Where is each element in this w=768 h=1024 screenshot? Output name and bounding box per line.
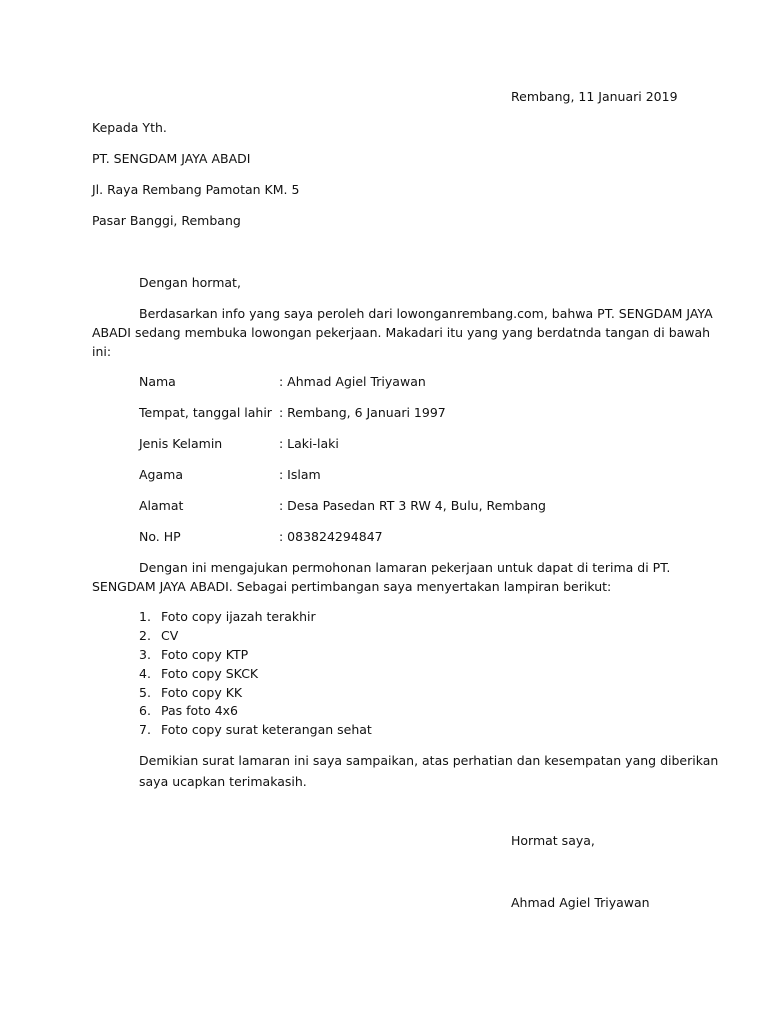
attachment-text: Foto copy KTP xyxy=(161,647,249,662)
detail-value-phone: : 083824294847 xyxy=(279,529,383,544)
attachment-item xyxy=(139,626,178,645)
detail-value-birth: : Rembang, 6 Januari 1997 xyxy=(279,405,446,420)
request-line-2: SENGDAM JAYA ABADI. Sebagai pertimbangan saya menyertakan lampiran berikut: xyxy=(92,579,612,594)
attachment-text: Foto copy surat keterangan sehat xyxy=(161,722,372,737)
intro-line-1: Berdasarkan info yang saya peroleh dari lowonganrembang.com, bahwa PT. SENGDAM JAYA xyxy=(139,306,713,321)
intro-line-3: ini: xyxy=(92,344,112,359)
detail-label-phone: No. HP xyxy=(139,529,181,544)
letter-date: Rembang, 11 Januari 2019 xyxy=(511,89,678,104)
detail-value-address: : Desa Pasedan RT 3 RW 4, Bulu, Rembang xyxy=(279,498,546,513)
closing-line-1: Demikian surat lamaran ini saya sampaikan, atas perhatian dan kesempatan yang diberikan xyxy=(139,753,719,768)
attachment-item xyxy=(139,664,258,683)
attachment-number: 4. xyxy=(139,666,151,681)
attachment-text: Pas foto 4x6 xyxy=(161,703,238,718)
detail-label-gender: Jenis Kelamin xyxy=(139,436,223,451)
attachment-number: 1. xyxy=(139,609,151,624)
recipient-company: PT. SENGDAM JAYA ABADI xyxy=(92,151,251,166)
detail-value-religion: : Islam xyxy=(279,467,321,482)
attachment-item xyxy=(139,607,316,626)
attachment-number: 7. xyxy=(139,722,151,737)
attachment-text: CV xyxy=(161,628,179,643)
attachment-number: 3. xyxy=(139,647,151,662)
detail-value-gender: : Laki-laki xyxy=(279,436,339,451)
recipient-address-line2: Pasar Banggi, Rembang xyxy=(92,213,241,228)
detail-label-birth: Tempat, tanggal lahir xyxy=(139,405,272,420)
detail-label-address: Alamat xyxy=(139,498,184,513)
request-line-1: Dengan ini mengajukan permohonan lamaran pekerjaan untuk dapat di terima di PT. xyxy=(139,560,671,575)
detail-label-name: Nama xyxy=(139,374,176,389)
signature-name: Ahmad Agiel Triyawan xyxy=(511,895,650,910)
signature-regards: Hormat saya, xyxy=(511,833,595,848)
attachment-item xyxy=(139,645,248,664)
attachment-item xyxy=(139,701,238,720)
greeting: Dengan hormat, xyxy=(139,275,241,290)
attachment-item xyxy=(139,683,242,702)
attachment-item xyxy=(139,720,372,739)
attachment-number: 2. xyxy=(139,628,151,643)
attachment-text: Foto copy KK xyxy=(161,685,243,700)
attachment-number: 6. xyxy=(139,703,151,718)
detail-value-name: : Ahmad Agiel Triyawan xyxy=(279,374,426,389)
recipient-salutation: Kepada Yth. xyxy=(92,120,167,135)
attachment-text: Foto copy SKCK xyxy=(161,666,259,681)
closing-line-2: saya ucapkan terimakasih. xyxy=(139,774,307,789)
attachment-text: Foto copy ijazah terakhir xyxy=(161,609,316,624)
recipient-address-line1: Jl. Raya Rembang Pamotan KM. 5 xyxy=(92,182,300,197)
intro-line-2: ABADI sedang membuka lowongan pekerjaan. Makadari itu yang yang berdatnda tangan di bawah xyxy=(92,325,711,340)
attachment-number: 5. xyxy=(139,685,151,700)
detail-label-religion: Agama xyxy=(139,467,183,482)
